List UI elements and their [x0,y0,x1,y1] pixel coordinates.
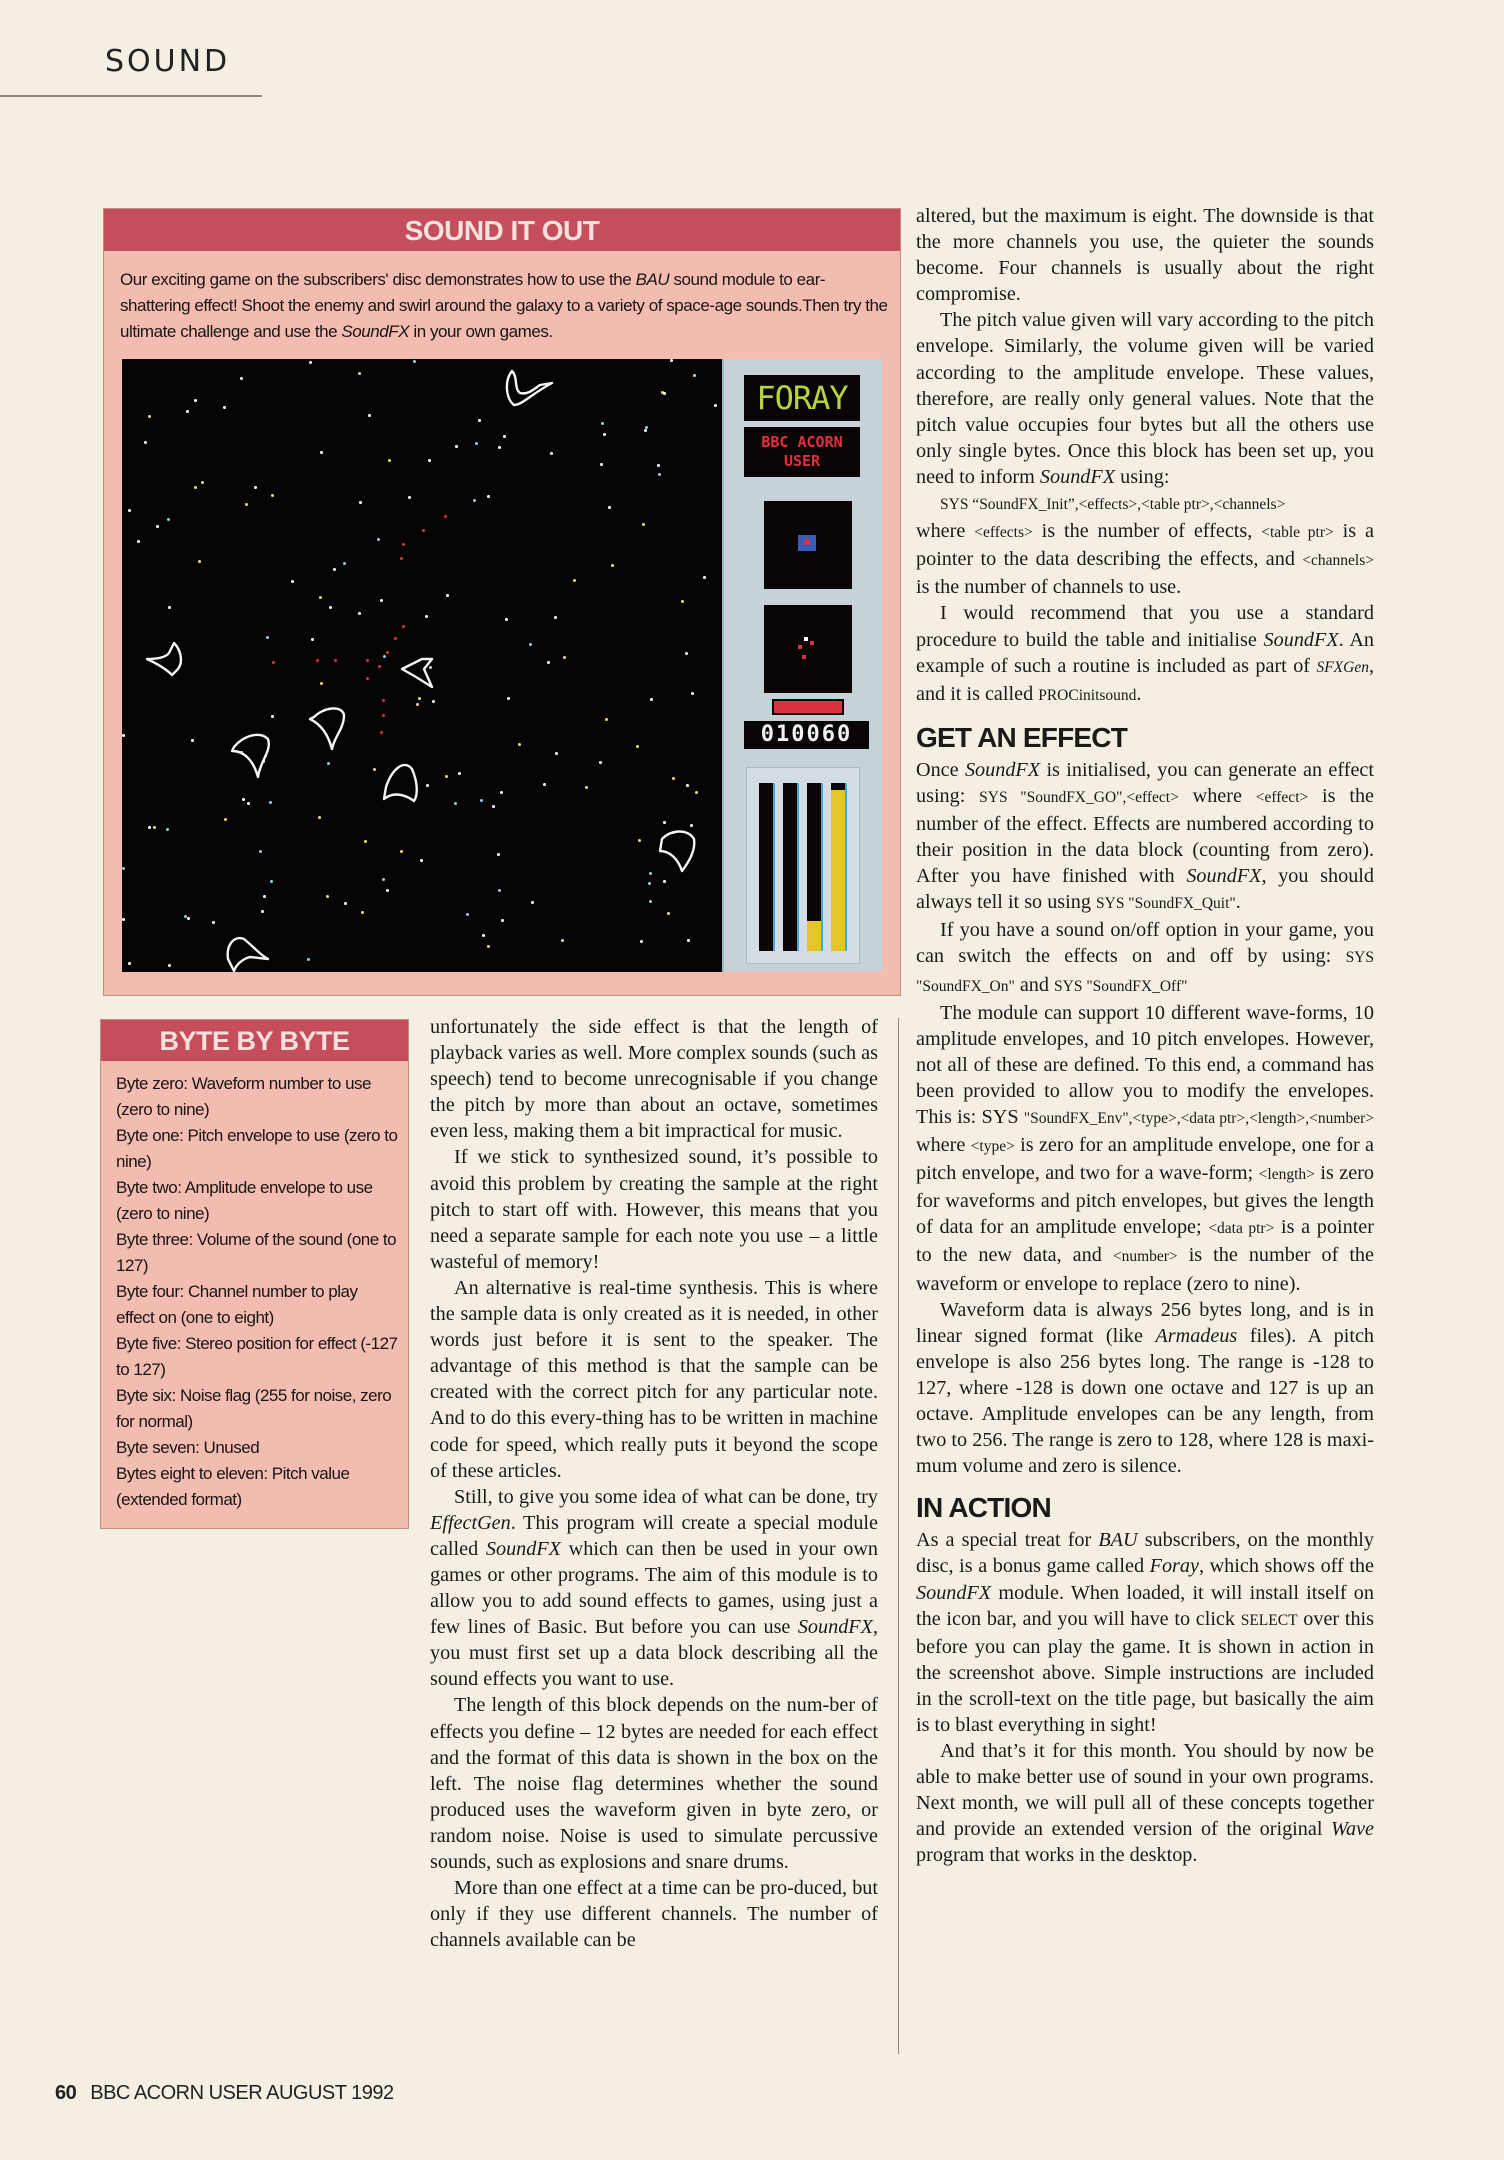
text-run: , you must first set up a data block describing all the sound effects you want to use. [430,1616,878,1691]
paragraph [916,917,1374,999]
text-run: The length of this block depends on the num-ber of effects you define – 12 bytes are needed for each effect and the format of this data is shown in the box on the left. The noise flag determines whether the sound produced uses the waveform given in byte zero, or random noise. Noise is used to simulate percussive sounds, such as explosions and snare drums. [430,1694,878,1873]
radar-blip [810,641,814,645]
code-text: SYS "SoundFX_Quit" [1096,895,1236,913]
laser-shot [366,677,369,680]
code-text: <table ptr> [1261,524,1334,542]
text-run: module. When loaded, it will install itself on the icon bar, and you will have to click [916,1581,1374,1630]
italic-text: SoundFX [1039,465,1116,488]
code-text: SYS “SoundFX_Init”,<effects>,<table ptr>,<channels> [940,496,1286,514]
byte-item: Byte five: Stereo position for effect (-127 to 127) [116,1334,398,1379]
paragraph [430,1484,878,1693]
italic-text: Armadeus [1155,1324,1238,1347]
subheading: IN ACTION [916,1492,1051,1524]
text-run: . An example of such a routine is included as part of [916,628,1374,677]
paragraph [916,1527,1374,1738]
paragraph [916,307,1374,490]
level-meter-2 [783,783,799,951]
enemy-ship-icon [660,832,694,872]
code-text: SYS "SoundFX_On" [916,949,1374,995]
radar-blip [798,645,802,649]
laser-shot [444,515,447,518]
paragraph [916,757,1374,918]
level-fill [807,921,821,951]
byte-item: Byte zero: Waveform number to use (zero to nine) [116,1074,371,1119]
section-heading: SOUND [105,44,231,79]
radar-scanner-2 [764,605,852,693]
paragraph [916,203,1374,307]
code-text: SELECT [1240,1611,1298,1629]
text-run: altered, but the maximum is eight. The downside is that the more channels you use, the quieter the sounds become. Four channels is usually about the right compromise. [916,205,1374,306]
paragraph [430,1014,878,1144]
text-run: where [916,1134,971,1157]
text-run: As a special treat for [916,1529,1099,1552]
enemy-ship-icon [384,765,417,801]
italic-text: SFXGen [1316,658,1369,676]
byte-item: Byte seven: Unused [116,1438,260,1457]
radar-blip [802,655,806,659]
byte-by-byte-box [100,1019,409,1529]
paragraph [916,600,1374,708]
italic-text: SoundFX [1263,628,1339,651]
text-run: Still, to give you some idea of what can be done, try [454,1485,878,1508]
code-text: <effects> [974,524,1033,542]
paragraph [916,1297,1374,1480]
text-run: . [1136,682,1142,705]
laser-shot [382,699,385,702]
page-footer [55,2082,394,2105]
byte-item: Byte two: Amplitude envelope to use (zero to nine) [116,1178,373,1223]
enemy-ship-icon [147,643,181,675]
radar-blip [804,637,808,641]
byte-item: Byte one: Pitch envelope to use (zero to nine) [116,1126,398,1171]
code-text: SYS "SoundFX_GO",<effect> [979,788,1179,806]
italic-text: BAU [1098,1529,1138,1552]
text-run: Waveform data is always 256 bytes long, and is in linear signed format (like [916,1298,1374,1347]
italic-text: SoundFX [916,1581,992,1604]
text-run: is zero for an amplitude envelope, one for a pitch envelope, and two for a wave-form; [916,1134,1374,1185]
byte-item: Bytes eight to eleven: Pitch value (extended format) [116,1464,350,1509]
italic-text: SoundFX [797,1616,873,1639]
paragraph [430,1275,878,1484]
italic-text: Foray [1149,1555,1199,1578]
text-run: is a pointer to the new data, and [916,1216,1374,1267]
level-meter-3 [807,783,823,951]
italic-text: Wave [1331,1818,1374,1841]
code-text: SYS "SoundFX_Off" [1054,977,1188,995]
text-run: . This program will create a special module called [430,1511,878,1560]
text-run: program that works in the desktop. [916,1844,1198,1867]
byte-item: Byte six: Noise flag (255 for noise, zero for normal) [116,1386,392,1431]
article-column-right [916,203,1374,1869]
level-meters [746,767,860,964]
text-run: If you have a sound on/off option in your game, you can switch the effects on and off by using: [916,919,1374,968]
laser-shot [402,625,405,628]
laser-shot [422,529,425,532]
paragraph [430,1144,878,1274]
text-run: , which shows off the [1198,1555,1374,1578]
text-run: The module can support 10 different wave-forms, 10 amplitude envelopes, and 10 pitch envelopes. However, not all of these are defined. To this end, a command has been provided to allow you to modify the envelopes. This is: SYS [916,1001,1374,1128]
text-run: If we stick to synthesized sound, it’s possible to avoid this problem by creating the sample at the right pitch to start off with. However, this means that you need a separate sample for each note you use – a little wasteful of memory! [430,1146,878,1273]
byte-list [101,1061,408,1513]
italic-text: BAU [635,270,670,289]
shield-bar [772,699,844,715]
ships-layer [122,359,722,972]
enemy-ship-icon [232,735,269,777]
publication-line: BBC ACORN USER AUGUST 1992 [90,2082,394,2104]
code-text: "SoundFX_Env",<type>,<data ptr>,<length>,<number> [1023,1110,1374,1127]
text-run: is the number of the waveform or envelope to replace (zero to nine). [916,1244,1374,1295]
paragraph [430,1692,878,1875]
laser-shot [316,659,319,662]
text-run: is a pointer to the data describing the effects, and [916,520,1374,571]
laser-shot [380,731,383,734]
text-run: More than one effect at a time can be pro-duced, but only if they use different channels. The number of channels available can be [430,1877,878,1952]
level-meter-1 [759,783,775,951]
code-text: <number> [1112,1248,1178,1266]
byte-by-byte-title: BYTE BY BYTE [101,1020,408,1061]
laser-shot [366,659,369,662]
text-run: and [1014,973,1055,996]
text-run: And that’s it for this month. You should by now be able to make better use of sound in your own programs. Next month, we will pull all of these concepts together and provide an extended version of the original [916,1740,1374,1841]
text-run: sound module to ear-shattering effect! Shoot the enemy and swirl around the galaxy to a variety of space-age sounds.Then try the ultimate challenge and use the [120,270,888,341]
text-run: , you should always tell it so using [916,865,1374,914]
laser-shot [394,637,397,640]
text-run: in your own games. [409,322,553,341]
code-line [916,490,1374,518]
italic-text: SoundFX [1186,865,1262,888]
italic-text: EffectGen [430,1511,511,1534]
sound-it-out-title: SOUND IT OUT [104,209,900,251]
enemy-ship-icon [507,371,552,405]
code-text: <type> [970,1138,1015,1156]
player-ship-icon [402,659,432,687]
text-run: using: [1115,465,1170,488]
level-meter-4 [831,783,847,951]
text-run: An alternative is real-time synthesis. This is where the sample data is only created as it is needed, in other words just before it is sent to the speaker. The advantage of this method is that the sample can be created with the correct pitch for any particular note. And to do this every-thing has to be written in machine code for speed, which really puts it beyond the scope of these articles. [430,1276,878,1482]
text-run: I would recommend that you use a standard procedure to build the table and initialise [916,602,1374,651]
game-brand-line2: USER [783,452,821,470]
text-run: is the number of effects, [1032,520,1262,543]
text-run: Once [916,758,965,781]
laser-shot [386,651,389,654]
text-run: files). A pitch envelope is also 256 bytes long. The range is -128 to 127, where -128 is down one octave and 127 is up an octave. Amplitude envelopes can be any length, from two to 256. The range is zero to 128, where 128 is maxi-mum volume and zero is silence. [916,1324,1374,1478]
game-brand-line1: BBC ACORN [761,433,843,451]
radar-scanner-1 [764,501,852,589]
code-text: <channels> [1302,552,1374,570]
sound-it-out-intro [120,267,890,345]
game-side-panel [722,359,882,972]
radar-blip [804,539,810,545]
article-column-middle [430,1014,878,1953]
text-run: subscribers, on the monthly disc, is a bonus game called [916,1529,1374,1578]
laser-shot [402,543,405,546]
sound-it-out-box [103,208,901,996]
text-run: , and it is called [916,654,1374,705]
byte-item: Byte three: Volume of the sound (one to 127) [116,1230,397,1275]
level-fill [831,790,845,951]
text-run: where [1178,784,1256,807]
italic-text: SoundFX [341,322,410,341]
laser-shot [334,659,337,662]
page-number: 60 [55,2082,77,2104]
text-run: . [1235,891,1241,914]
paragraph [430,1875,878,1953]
game-brand [744,427,860,477]
subheading: GET AN EFFECT [916,721,1128,753]
laser-shot [272,661,275,664]
section-rule [0,95,262,97]
paragraph [916,1000,1374,1297]
italic-text: SoundFX [964,758,1041,781]
code-text: <effect> [1255,788,1309,806]
code-text: <length> [1258,1166,1315,1184]
column-rule [898,1018,899,2054]
italic-text: SoundFX [485,1537,562,1560]
text-run: which can then be used in your own games or other programs. The aim of this module is to allow you to add sound effects to games, using just a few lines of Basic. But before you can use [430,1537,878,1639]
game-screenshot-playfield [122,359,722,972]
text-run: is initialised, you can generate an effect using: [916,758,1374,807]
laser-shot [382,714,385,717]
text-run: The pitch value given will vary according to the pitch envelope. Similarly, the volume given will be varied according to the amplitude envelope. These values, therefore, are really only general values. Note that the pitch value occupies four bytes but all the others use only single bytes. Once this block has been set up, you need to inform [916,309,1374,488]
byte-item: Byte four: Channel number to play effect on (one to eight) [116,1282,358,1327]
text-run: is zero for waveforms and pitch envelopes, but gives the length of data for an amplitude envelope; [916,1162,1375,1239]
game-title: FORAY [744,375,860,421]
score-display: 010060 [744,721,869,749]
paragraph [916,1738,1374,1868]
code-text: PROCinitsound [1038,686,1137,704]
text-run: unfortunately the side effect is that the length of playback varies as well. More complex sounds (such as speech) tend to become unrecognisable if you change the pitch by more than about an octave, sometimes even less, making them a bit impractical for music. [430,1016,878,1143]
text-run: is the number of channels to use. [916,576,1182,599]
text-run: is the number of the effect. Effects are numbered according to their position in the data block (counting from zero). After you have finished with [916,784,1374,888]
paragraph [916,518,1374,600]
laser-shot [400,557,403,560]
text-run: where [916,520,975,543]
laser-shot [378,665,381,668]
enemy-ship-icon [228,938,268,971]
code-text: <data ptr> [1208,1220,1275,1238]
enemy-ship-icon [310,708,344,749]
text-run: Our exciting game on the subscribers' disc demonstrates how to use the [120,270,636,289]
text-run: over this before you can play the game. It is shown in action in the screenshot above. Simple instructions are included in the scroll-text on the title page, but basically the aim is to blast everything in sight! [916,1607,1375,1736]
